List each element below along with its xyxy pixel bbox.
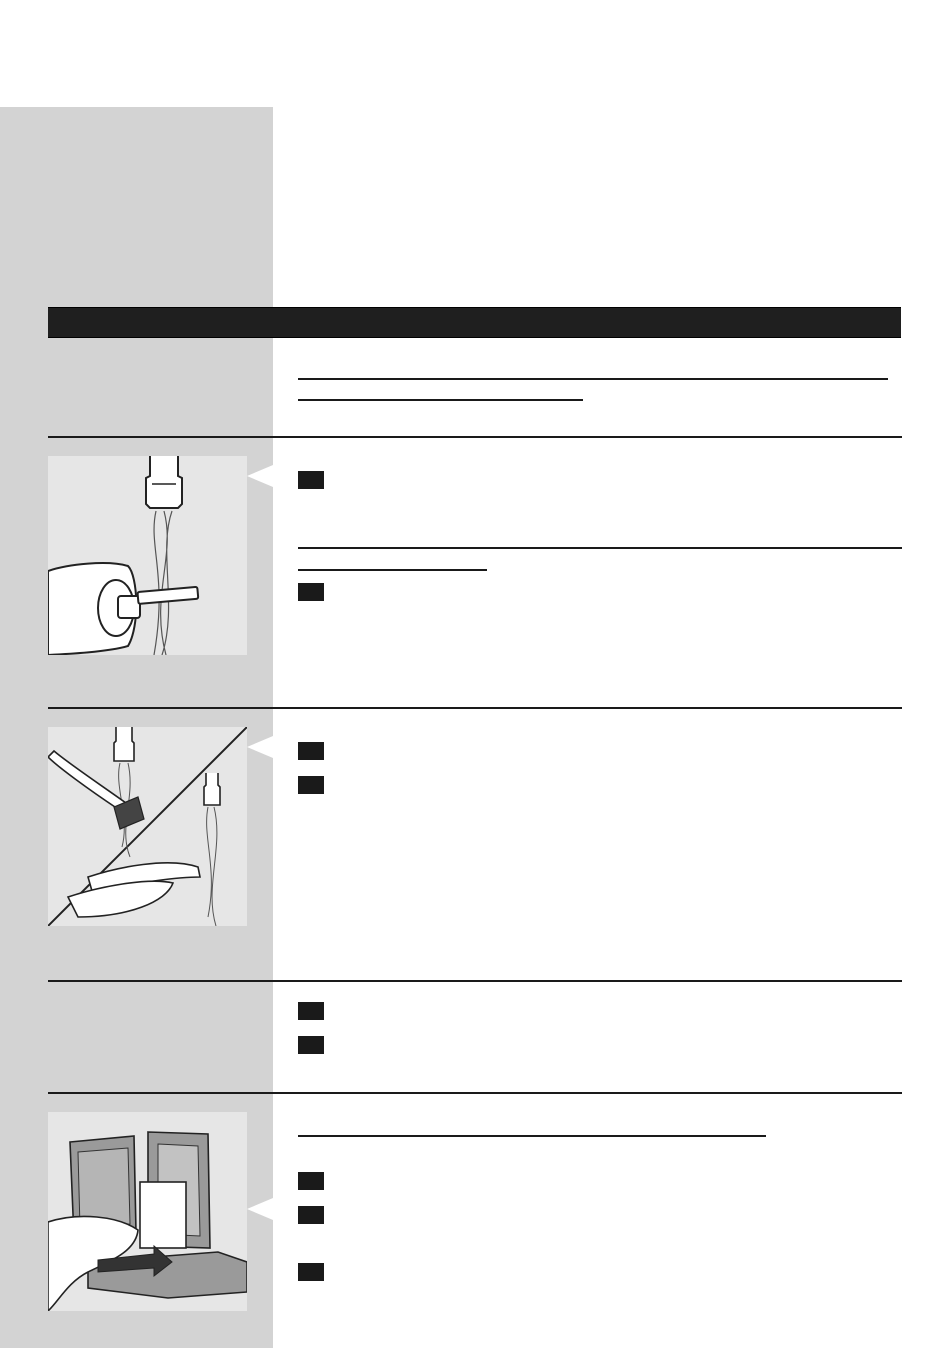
step-number-badge [298,1172,324,1190]
step-number-badge [298,1206,324,1224]
section-header-bar [48,307,901,338]
step-number-badge [298,1036,324,1054]
step-number-badge [298,776,324,794]
subheading-text-line [298,569,487,571]
intro-text-line [298,399,583,401]
section-divider [48,707,902,709]
travel-case-icon [48,1112,247,1311]
section-divider [48,436,902,438]
intro-text-line [298,378,888,380]
section-divider [48,980,902,982]
callout-pointer [247,736,273,758]
illustration-rinse-brush-head [48,727,247,926]
illustration-remove-charger [48,1112,247,1311]
step-number-badge [298,1263,324,1281]
callout-pointer [247,1198,273,1220]
step-number-badge [298,583,324,601]
callout-pointer [247,465,273,487]
step-number-badge [298,742,324,760]
subheading-text-line [298,1135,766,1137]
step-number-badge [298,1002,324,1020]
subheading-text-line [298,547,902,549]
section-divider [48,1092,902,1094]
illustration-rinse-handle [48,456,247,655]
step-number-badge [298,471,324,489]
faucet-icon [48,456,247,655]
brush-head-rinse-icon [48,727,247,926]
